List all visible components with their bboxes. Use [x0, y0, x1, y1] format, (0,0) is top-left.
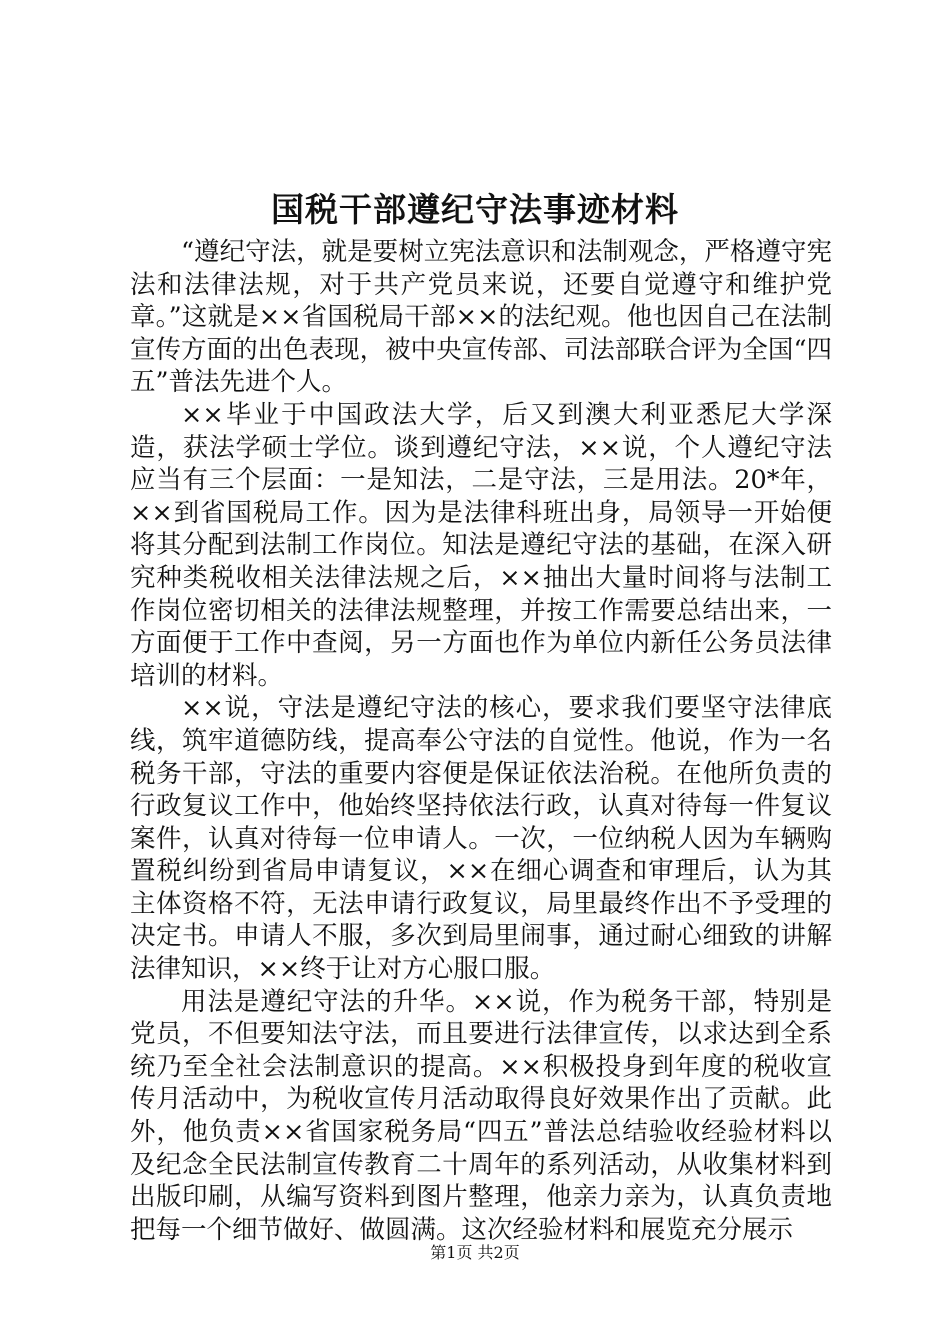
- document-body: [130, 236, 832, 1246]
- document-title: 国税干部遵纪守法事迹材料: [271, 190, 679, 229]
- body-paragraph-2: ××毕业于中国政法大学，后又到澳大利亚悉尼大学深造，获法学硕士学位。谈到遵纪守法，××说，个人遵纪守法应当有三个层面：一是知法，二是守法，三是用法。20*年，××到省国税局工作。因为是法律科班出身，局领导一开始便将其分配到法制工作岗位。知法是遵纪守法的基础，在深入研究种类税收相关法律法规之后，××抽出大量时间将与法制工作岗位密切相关的法律法规整理，并按工作需要总结出来，一方面便于工作中查阅，另一方面也作为单位内新任公务员法律培训的材料。: [130, 399, 832, 691]
- body-paragraph-1: “遵纪守法，就是要树立宪法意识和法制观念，严格遵守宪法和法律法规，对于共产党员来说，还要自觉遵守和维护党章。”这就是××省国税局干部××的法纪观。他也因自己在法制宣传方面的出色表现，被中央宣传部、司法部联合评为全国“四五”普法先进个人。: [130, 237, 832, 398]
- body-paragraph-4: 用法是遵纪守法的升华。××说，作为税务干部，特别是党员，不但要知法守法，而且要进行法律宣传，以求达到全系统乃至全社会法制意识的提高。××积极投身到年度的税收宣传月活动中，为税收宣传月活动取得良好效果作出了贡献。此外，他负责××省国家税务局“四五”普法总结验收经验材料以及纪念全民法制宣传教育二十周年的系列活动，从收集材料到出版印刷，从编写资料到图片整理，他亲力亲为，认真负责地把每一个细节做好、做圆满。这次经验材料和展览充分展示: [130, 986, 832, 1245]
- page-footer: 第1页 共2页: [430, 1243, 520, 1262]
- body-paragraph-3: ××说，守法是遵纪守法的核心，要求我们要坚守法律底线，筑牢道德防线，提高奉公守法的自觉性。他说，作为一名税务干部，守法的重要内容便是保证依法治税。在他所负责的行政复议工作中，他始终坚持依法行政，认真对待每一件复议案件，认真对待每一位申请人。一次，一位纳税人因为车辆购置税纠纷到省局申请复议，××在细心调查和审理后，认为其主体资格不符，无法申请行政复议，局里最终作出不予受理的决定书。申请人不服，多次到局里闹事，通过耐心细致的讲解法律知识，××终于让对方心服口服。: [130, 693, 832, 985]
